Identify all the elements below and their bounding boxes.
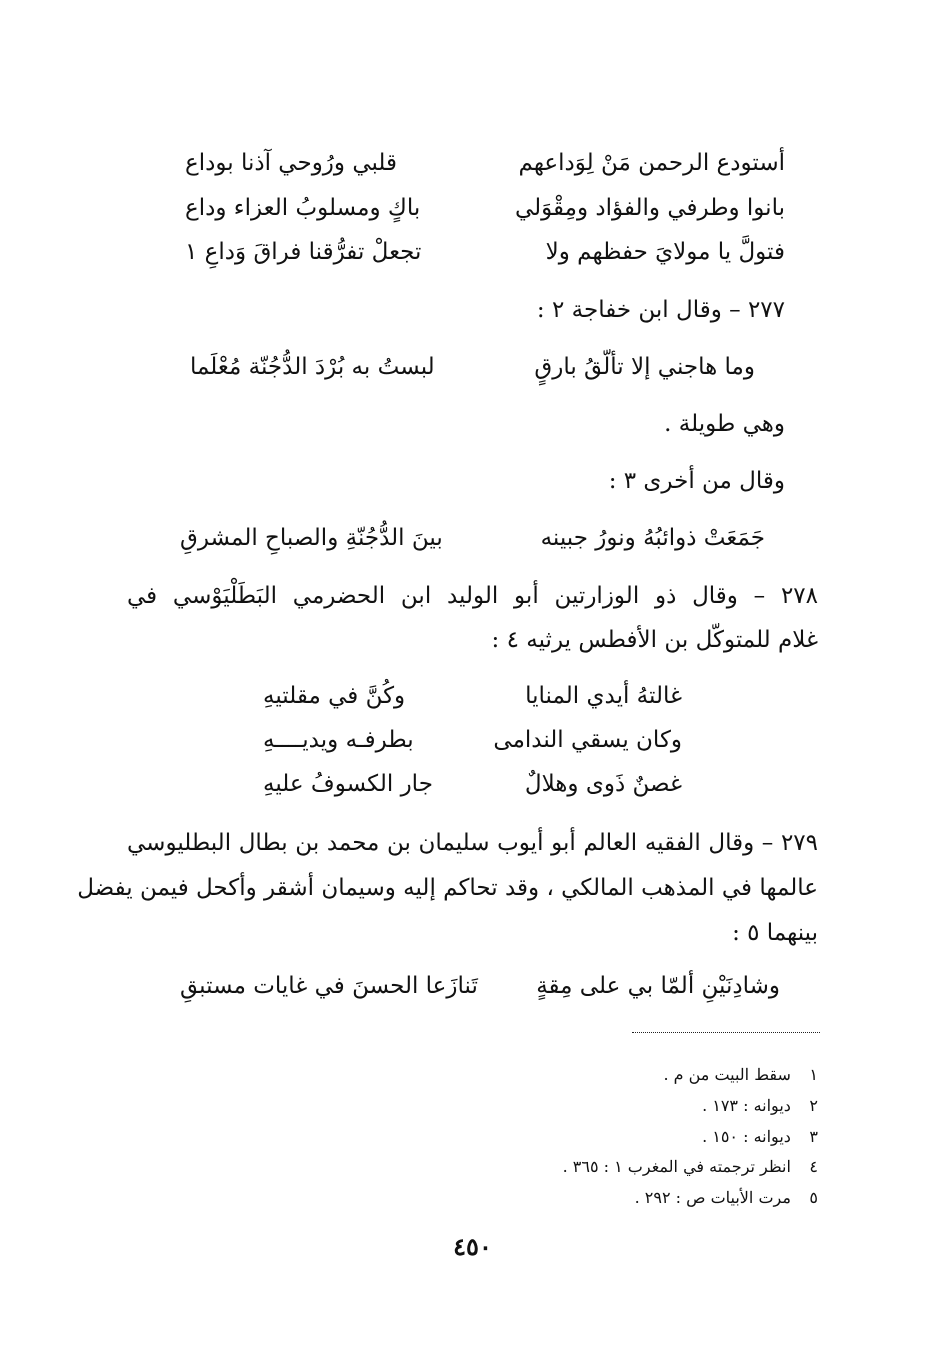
section-277-heading: ٢٧٧ – وقال ابن خفاجة ٢ : xyxy=(536,297,785,323)
section-279-line: بينهما ٥ : xyxy=(732,920,818,946)
footnote-number: ٣ xyxy=(809,1127,818,1146)
footnote-text: ديوانه : ١٧٣ . xyxy=(702,1096,791,1115)
footnote-item xyxy=(702,1091,818,1121)
second-hemistich: لبستُ به بُرْدَ الدُّجُنّة مُعْلَما xyxy=(190,354,435,380)
page-number: ٤٥٠ xyxy=(453,1232,492,1261)
first-hemistich: غصنٌ ذَوى وهلالٌ xyxy=(524,771,682,797)
footnote-text: سقط البيت من م . xyxy=(663,1065,791,1084)
second-hemistich: بطرفـه ويديــــهِ xyxy=(263,727,414,753)
verse-line xyxy=(0,232,945,272)
first-hemistich: جَمَعَتْ ذوائبُهُ ونورُ جبينه xyxy=(540,525,765,551)
footnote-text: ديوانه : ١٥٠ . xyxy=(702,1127,791,1146)
second-hemistich: قلبي ورُوحي آذنا بوداع xyxy=(185,150,398,176)
verse-line xyxy=(0,764,945,804)
section-278-line: غلام للمتوكّل بن الأفطس يرثيه ٤ : xyxy=(491,627,818,653)
verse-line xyxy=(0,143,945,183)
first-hemistich: وكان يسقي الندامى xyxy=(493,727,682,753)
footnote-item xyxy=(563,1152,818,1182)
footnote-item xyxy=(635,1183,818,1213)
verse-line xyxy=(0,720,945,760)
verse-line xyxy=(0,518,945,558)
second-hemistich: بينَ الدُّجُنّةِ والصباحِ المشرقِ xyxy=(180,525,443,551)
section-279-line: عالمها في المذهب المالكي ، وقد تحاكم إليه وسيمان أشقر وأكحل فيمن يفضل xyxy=(77,875,818,901)
footnote-number: ١ xyxy=(809,1065,818,1084)
second-hemistich: تَنازَعا الحسنَ في غايات مستبقِ xyxy=(180,973,478,999)
verse-line xyxy=(0,966,945,1006)
first-hemistich: غالتهُ أيدي المنايا xyxy=(525,683,682,709)
footnote-text: انظر ترجمته في المغرب ١ : ٣٦٥ . xyxy=(562,1157,791,1176)
second-hemistich: باكٍ ومسلوبُ العزاء وداع xyxy=(185,195,421,221)
footnote-number: ٢ xyxy=(809,1096,818,1115)
other-poem-heading: وقال من أخرى ٣ : xyxy=(608,468,785,494)
first-hemistich: وما هاجني إلا تألّقُ بارقٍ xyxy=(534,354,755,380)
first-hemistich: وشادِنَيْنِ ألمّا بي على مِقةٍ xyxy=(536,973,780,999)
footnote-text: مرت الأبيات ص : ٢٩٢ . xyxy=(634,1188,791,1207)
verse-line xyxy=(0,347,945,387)
footnote-item xyxy=(663,1060,818,1090)
second-hemistich: جار الكسوفُ عليهِ xyxy=(263,771,433,797)
second-hemistich: تجعلْ تفرُّقنا فراقَ وَداعِ ١ xyxy=(185,239,422,265)
verse-line xyxy=(0,188,945,228)
note-text: وهي طويلة . xyxy=(664,411,785,437)
footnote-number: ٥ xyxy=(809,1188,818,1207)
footnote-number: ٤ xyxy=(809,1157,818,1176)
second-hemistich: وكُنَّ في مقلتيهِ xyxy=(263,683,406,709)
section-279-line: ٢٧٩ – وقال الفقيه العالم أبو أيوب سليمان بن محمد بن بطال البطليوسي xyxy=(127,830,818,856)
first-hemistich: بانوا وطرفي والفؤاد ومِقْوَلي xyxy=(514,195,785,221)
footnote-separator xyxy=(632,1032,820,1033)
first-hemistich: أستودع الرحمن مَنْ لِوَداعهم xyxy=(518,150,785,176)
section-278-line: ٢٧٨ – وقال ذو الوزارتين أبو الوليد ابن الحضرمي البَطَلْيَوْسي في xyxy=(127,583,818,609)
footnote-item xyxy=(702,1122,818,1152)
verse-line xyxy=(0,676,945,716)
first-hemistich: فتولَّ يا مولايَ حفظهم ولا xyxy=(545,239,785,265)
